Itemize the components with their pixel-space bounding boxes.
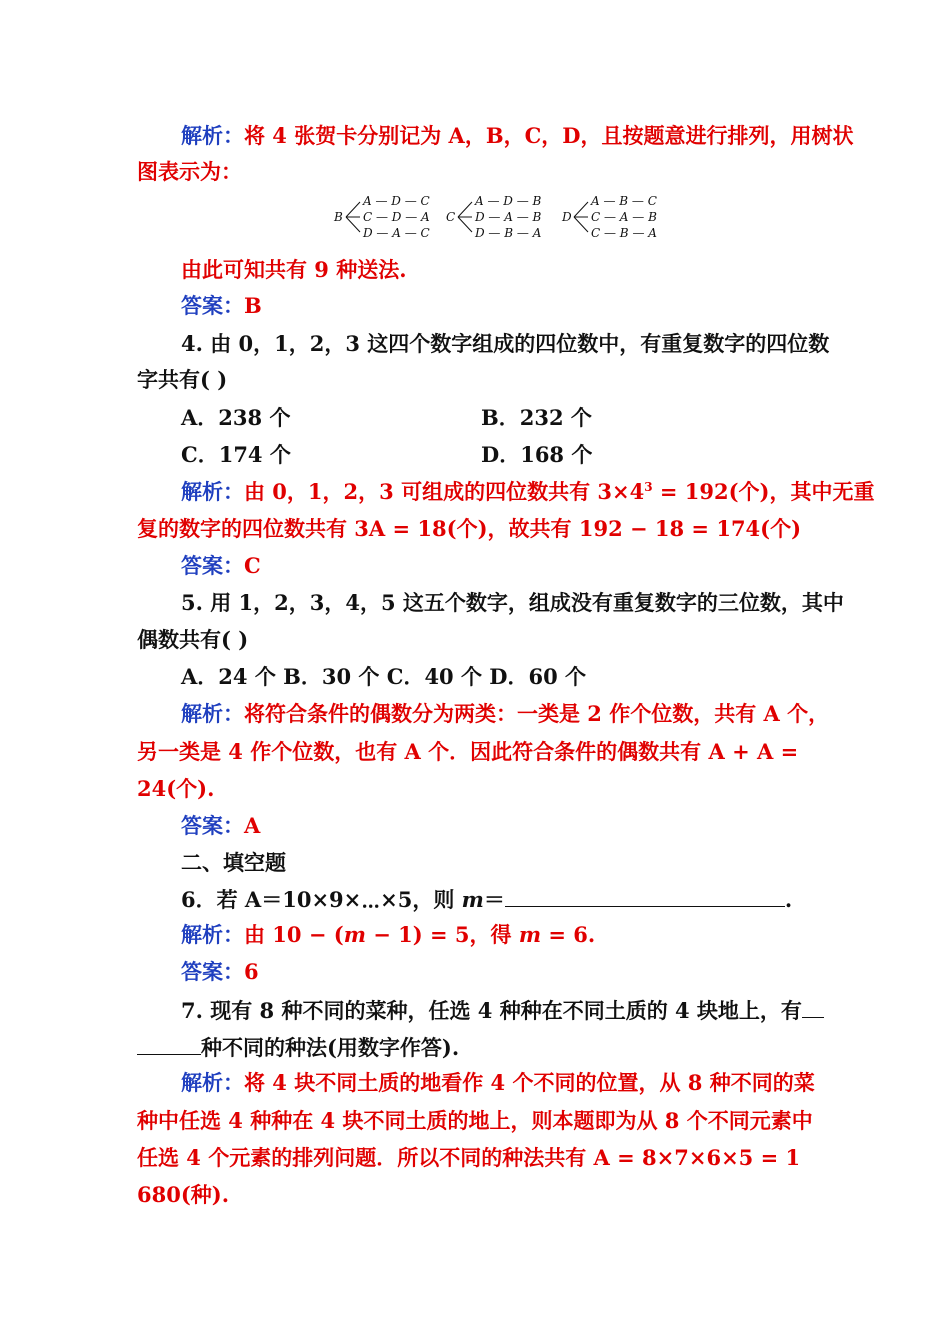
tree-branch: C — A — B xyxy=(591,210,657,224)
q7-analysis-text: 将 4 块不同土质的地看作 4 个不同的位置，从 8 种不同的菜 xyxy=(244,1070,815,1095)
q4-analysis-line2: 复的数字的四位数共有 3A = 18(个)，故共有 192 − 18 = 174(个) xyxy=(137,516,802,541)
q5-analysis-line3: 24(个). xyxy=(137,776,215,801)
tree-branch: A — D — C xyxy=(363,194,430,208)
tree-d xyxy=(561,194,657,240)
tree-branch: D — A — B xyxy=(475,210,542,224)
q3-analysis-text: 将 4 张贺卡分别记为 A，B，C，D，且按题意进行排列，用树状 xyxy=(244,123,854,148)
q6-analysis xyxy=(181,921,595,949)
q5-analysis-line1 xyxy=(181,700,829,728)
tree-root: D xyxy=(562,210,572,224)
tree-root: B xyxy=(334,210,343,224)
q4-options-row2 xyxy=(181,441,593,469)
tree-root: C xyxy=(446,210,456,224)
answer-value: B xyxy=(244,293,262,318)
answer-label: 答案： xyxy=(181,293,244,318)
q6-answer xyxy=(181,958,259,986)
q7-stem-line2: 种不同的种法(用数字作答). xyxy=(137,1032,459,1062)
q5-analysis-line2: 另一类是 4 作个位数，也有 A 个．因此符合条件的偶数共有 A + A = xyxy=(137,739,799,764)
tree-branch: D — A — C xyxy=(363,226,430,240)
tree-b xyxy=(333,194,430,240)
q3-conclusion: 由此可知共有 9 种送法. xyxy=(181,257,407,282)
q5-analysis-text: 将符合条件的偶数分为两类：一类是 2 作个位数，共有 A 个， xyxy=(244,701,830,726)
q3-analysis-line1 xyxy=(181,122,854,150)
q6-analysis-text: 由 10 − (m − 1) = 5，得 m = 6. xyxy=(244,922,596,947)
option-a: A．238 个 xyxy=(181,405,291,430)
analysis-label: 解析： xyxy=(181,1070,244,1095)
q5-stem-line2: 偶数共有( ) xyxy=(137,627,249,652)
tree-branch: C — B — A xyxy=(591,226,657,240)
q5-options: A．24 个 B．30 个 C．40 个 D．60 个 xyxy=(181,664,587,689)
analysis-label: 解析： xyxy=(181,479,244,504)
analysis-label: 解析： xyxy=(181,701,244,726)
option-c: C．174 个 xyxy=(181,442,291,467)
tree-branch: C — D — A xyxy=(363,210,430,224)
q5-stem-line1: 5. 用 1，2，3，4，5 这五个数字，组成没有重复数字的三位数，其中 xyxy=(181,590,844,615)
section-title: 二、填空题 xyxy=(181,850,286,875)
tree-branch: A — D — B xyxy=(475,194,542,208)
tree-branch: A — B — C xyxy=(591,194,657,208)
analysis-label: 解析： xyxy=(181,123,244,148)
q4-answer xyxy=(181,552,261,580)
q6-stem: 6．若 A＝10×9×⋯×5，则 m＝ . xyxy=(181,884,792,914)
answer-label: 答案： xyxy=(181,959,244,984)
answer-value: 6 xyxy=(244,959,259,984)
answer-blank-start[interactable] xyxy=(802,995,824,1018)
answer-blank[interactable] xyxy=(505,884,785,907)
analysis-label: 解析： xyxy=(181,922,244,947)
q7-analysis-line1 xyxy=(181,1069,815,1097)
q7-stem-line1: 7. 现有 8 种不同的菜种，任选 4 种种在不同土质的 4 块地上，有 xyxy=(181,995,824,1025)
q4-analysis-text: 由 0，1，2，3 可组成的四位数共有 $3\times 4^3 = 192$(个)，其中无重 xyxy=(244,479,875,504)
q7-analysis-line4: 680(种). xyxy=(137,1182,230,1207)
option-b: B．232 个 xyxy=(481,405,592,430)
q4-options-row1 xyxy=(181,404,592,432)
answer-value: A xyxy=(244,813,261,838)
answer-blank-end[interactable] xyxy=(137,1032,201,1055)
q7-analysis-line2: 种中任选 4 种种在 4 块不同土质的地上，则本题即为从 8 个不同元素中 xyxy=(137,1108,813,1133)
tree-branch: D — B — A xyxy=(475,226,542,240)
tree-diagram xyxy=(330,190,670,246)
q5-answer xyxy=(181,812,260,840)
q4-stem-line2: 字共有( ) xyxy=(137,367,228,392)
answer-label: 答案： xyxy=(181,553,244,578)
tree-c xyxy=(446,194,542,240)
option-d: D．168 个 xyxy=(481,442,593,467)
answer-label: 答案： xyxy=(181,813,244,838)
q7-analysis-line3: 任选 4 个元素的排列问题．所以不同的种法共有 A = 8×7×6×5 = 1 xyxy=(137,1145,801,1170)
q4-stem-line1: 4. 由 0，1，2，3 这四个数字组成的四位数中，有重复数字的四位数 xyxy=(181,331,830,356)
q4-analysis-line1 xyxy=(181,478,875,506)
q3-analysis-line2: 图表示为： xyxy=(137,159,242,184)
q3-answer xyxy=(181,292,262,320)
answer-value: C xyxy=(244,553,261,578)
